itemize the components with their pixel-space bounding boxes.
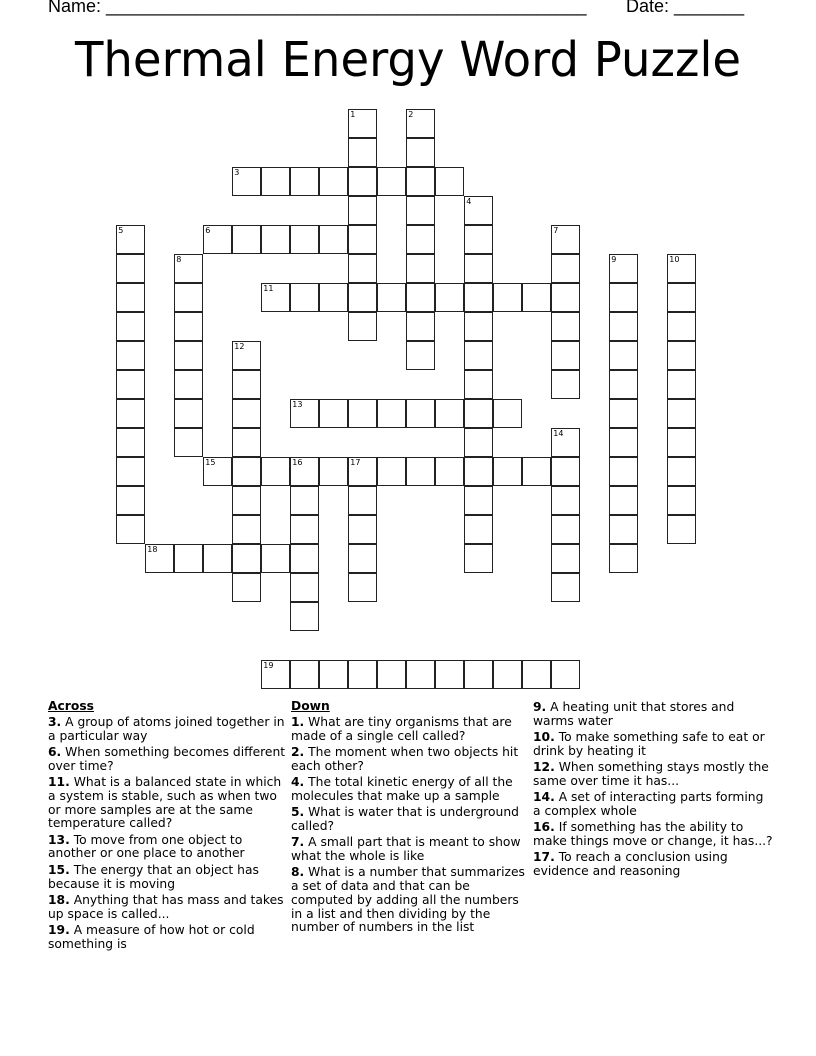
grid-cell[interactable] — [435, 457, 464, 486]
down-clue-list-continued — [533, 701, 773, 879]
clue-number: 16 — [292, 458, 303, 468]
clue-number-label: 10. — [533, 730, 555, 745]
grid-cell[interactable] — [377, 457, 406, 486]
grid-cell[interactable] — [174, 399, 203, 428]
grid-cell[interactable] — [377, 399, 406, 428]
grid-cell[interactable] — [551, 544, 580, 573]
clue-item — [291, 836, 531, 864]
grid-cell[interactable] — [551, 428, 580, 457]
grid-cell[interactable] — [174, 254, 203, 283]
grid-cell[interactable] — [348, 399, 377, 428]
grid-cell[interactable] — [261, 167, 290, 196]
grid-cell[interactable] — [348, 254, 377, 283]
grid-cell[interactable] — [290, 515, 319, 544]
clue-item — [291, 746, 531, 774]
grid-cell[interactable] — [116, 225, 145, 254]
grid-cell[interactable] — [348, 486, 377, 515]
clue-item — [48, 834, 288, 862]
clue-item — [291, 776, 531, 804]
grid-cell[interactable] — [174, 544, 203, 573]
clue-item — [291, 716, 531, 744]
grid-cell[interactable] — [406, 138, 435, 167]
grid-cell[interactable] — [290, 573, 319, 602]
grid-cell[interactable] — [609, 399, 638, 428]
grid-cell[interactable] — [116, 312, 145, 341]
grid-cell[interactable] — [609, 341, 638, 370]
clue-item — [48, 894, 288, 922]
grid-cell[interactable] — [609, 254, 638, 283]
grid-cell[interactable] — [551, 254, 580, 283]
grid-cell[interactable] — [667, 399, 696, 428]
grid-cell[interactable] — [116, 399, 145, 428]
grid-cell[interactable] — [116, 486, 145, 515]
grid-cell[interactable] — [290, 399, 319, 428]
grid-cell[interactable] — [203, 225, 232, 254]
grid-cell[interactable] — [464, 370, 493, 399]
clue-number: 2 — [408, 110, 414, 120]
clue-number: 9 — [611, 255, 617, 265]
clue-number-label: 11. — [48, 774, 70, 789]
grid-cell[interactable] — [116, 370, 145, 399]
down-heading: Down — [291, 699, 330, 713]
grid-cell[interactable] — [667, 312, 696, 341]
clue-text: A set of interacting parts forming a complex whole — [533, 790, 764, 819]
grid-cell[interactable] — [551, 283, 580, 312]
grid-cell[interactable] — [290, 283, 319, 312]
across-clue-list — [48, 716, 288, 952]
grid-cell[interactable] — [406, 196, 435, 225]
clue-item — [48, 716, 288, 744]
grid-cell[interactable] — [609, 312, 638, 341]
grid-cell[interactable] — [116, 428, 145, 457]
clue-number-label: 3. — [48, 714, 62, 729]
grid-cell[interactable] — [290, 486, 319, 515]
clue-number-label: 2. — [291, 744, 305, 759]
grid-cell[interactable] — [290, 602, 319, 631]
clue-number-label: 15. — [48, 862, 70, 877]
clue-number-label: 14. — [533, 790, 555, 805]
clue-text: What is a number that summarizes a set of data and that can be computed by adding all the numbers in a list and then dividing by the number of numbers in the list — [291, 865, 525, 935]
clue-text: A heating unit that stores and warms water — [533, 700, 735, 728]
grid-cell[interactable] — [319, 283, 348, 312]
grid-cell[interactable] — [522, 283, 551, 312]
grid-cell[interactable] — [348, 196, 377, 225]
grid-cell[interactable] — [116, 341, 145, 370]
clue-number: 13 — [292, 400, 303, 410]
grid-cell[interactable] — [667, 341, 696, 370]
grid-cell[interactable] — [348, 167, 377, 196]
clue-number-label: 17. — [533, 850, 555, 865]
grid-cell[interactable] — [609, 486, 638, 515]
grid-cell[interactable] — [203, 457, 232, 486]
clue-number: 12 — [234, 342, 245, 352]
grid-cell[interactable] — [261, 225, 290, 254]
clue-text: The total kinetic energy of all the molecules that make up a sample — [291, 774, 513, 803]
grid-cell[interactable] — [319, 225, 348, 254]
grid-cell[interactable] — [348, 544, 377, 573]
grid-cell[interactable] — [116, 515, 145, 544]
grid-cell[interactable] — [348, 109, 377, 138]
grid-cell[interactable] — [464, 341, 493, 370]
grid-cell[interactable] — [609, 544, 638, 573]
clue-text: What is water that is underground called? — [291, 805, 519, 833]
grid-cell[interactable] — [464, 225, 493, 254]
clue-number: 14 — [553, 429, 564, 439]
grid-cell[interactable] — [261, 457, 290, 486]
grid-cell[interactable] — [290, 167, 319, 196]
grid-cell[interactable] — [290, 457, 319, 486]
across-heading: Across — [48, 699, 94, 713]
clue-number-label: 7. — [291, 835, 305, 850]
clue-item — [533, 731, 773, 759]
clue-number: 3 — [234, 168, 240, 178]
grid-cell[interactable] — [232, 428, 261, 457]
clue-text: Anything that has mass and takes up space is called... — [48, 892, 284, 921]
grid-cell[interactable] — [609, 370, 638, 399]
clue-item — [291, 806, 531, 834]
grid-cell[interactable] — [116, 254, 145, 283]
clue-text: If something has the ability to make things move or change, it has...? — [533, 820, 773, 849]
grid-cell[interactable] — [203, 544, 232, 573]
grid-cell[interactable] — [464, 486, 493, 515]
grid-cell[interactable] — [406, 312, 435, 341]
grid-cell[interactable] — [232, 486, 261, 515]
grid-cell[interactable] — [493, 283, 522, 312]
grid-cell[interactable] — [522, 457, 551, 486]
grid-cell[interactable] — [522, 660, 551, 689]
page-title: Thermal Energy Word Puzzle — [74, 32, 742, 88]
clue-number: 18 — [147, 545, 158, 555]
grid-cell[interactable] — [406, 399, 435, 428]
grid-cell[interactable] — [290, 544, 319, 573]
grid-cell[interactable] — [667, 457, 696, 486]
date-field[interactable]: Date: _______ — [626, 0, 745, 16]
grid-cell[interactable] — [551, 486, 580, 515]
clue-number-label: 5. — [291, 805, 305, 820]
grid-cell[interactable] — [464, 196, 493, 225]
clue-number: 11 — [263, 284, 274, 294]
grid-cell[interactable] — [667, 515, 696, 544]
grid-cell[interactable] — [174, 283, 203, 312]
clue-number: 17 — [350, 458, 361, 468]
clue-text: The energy that an object has because it is moving — [48, 862, 259, 891]
grid-cell[interactable] — [435, 283, 464, 312]
grid-cell[interactable] — [464, 660, 493, 689]
clue-number-label: 1. — [291, 714, 305, 729]
grid-cell[interactable] — [319, 660, 348, 689]
grid-cell[interactable] — [406, 225, 435, 254]
grid-cell[interactable] — [464, 428, 493, 457]
grid-cell[interactable] — [551, 660, 580, 689]
clue-number: 5 — [118, 226, 124, 236]
clue-text: When something becomes different over time? — [48, 744, 286, 773]
clue-text: When something stays mostly the same over time it has... — [533, 760, 769, 788]
grid-cell[interactable] — [551, 225, 580, 254]
clue-text: To make something safe to eat or drink by heating it — [533, 730, 765, 758]
clue-item — [48, 924, 288, 952]
clue-item — [533, 821, 773, 849]
grid-cell[interactable] — [261, 544, 290, 573]
clue-number: 6 — [205, 226, 211, 236]
clue-text: A measure of how hot or cold something is — [48, 922, 255, 951]
across-clues — [48, 700, 288, 954]
grid-cell[interactable] — [232, 225, 261, 254]
grid-cell[interactable] — [174, 370, 203, 399]
grid-cell[interactable] — [667, 486, 696, 515]
grid-cell[interactable] — [319, 167, 348, 196]
clue-number: 10 — [669, 255, 680, 265]
grid-cell[interactable] — [435, 399, 464, 428]
grid-cell[interactable] — [348, 225, 377, 254]
grid-cell[interactable] — [348, 660, 377, 689]
grid-cell[interactable] — [319, 399, 348, 428]
clue-text: What is a balanced state in which a system is stable, such as when two or more samples are at the same temperature called? — [48, 774, 282, 831]
clue-text: To reach a conclusion using evidence and reasoning — [533, 850, 728, 879]
grid-cell[interactable] — [609, 283, 638, 312]
grid-cell[interactable] — [464, 283, 493, 312]
grid-cell[interactable] — [406, 167, 435, 196]
grid-cell[interactable] — [319, 457, 348, 486]
grid-cell[interactable] — [406, 283, 435, 312]
down-clue-list — [291, 716, 531, 935]
grid-cell[interactable] — [406, 457, 435, 486]
clue-number: 1 — [350, 110, 356, 120]
grid-cell[interactable] — [116, 457, 145, 486]
grid-cell[interactable] — [493, 399, 522, 428]
clue-number-label: 4. — [291, 774, 305, 789]
clue-number: 4 — [466, 197, 472, 207]
grid-cell[interactable] — [377, 283, 406, 312]
grid-cell[interactable] — [348, 138, 377, 167]
grid-cell[interactable] — [145, 544, 174, 573]
grid-cell[interactable] — [464, 457, 493, 486]
grid-cell[interactable] — [232, 515, 261, 544]
grid-cell[interactable] — [348, 515, 377, 544]
grid-cell[interactable] — [435, 167, 464, 196]
down-clues-continued — [533, 700, 773, 882]
clue-number: 15 — [205, 458, 216, 468]
grid-cell[interactable] — [232, 399, 261, 428]
grid-cell[interactable] — [551, 312, 580, 341]
grid-cell[interactable] — [406, 660, 435, 689]
grid-cell[interactable] — [609, 515, 638, 544]
clue-number-label: 9. — [533, 700, 547, 714]
grid-cell[interactable] — [667, 254, 696, 283]
grid-cell[interactable] — [551, 370, 580, 399]
grid-cell[interactable] — [232, 167, 261, 196]
clue-number-label: 16. — [533, 820, 555, 835]
name-field[interactable]: Name: ________________________________________________ — [48, 0, 587, 16]
grid-cell[interactable] — [232, 457, 261, 486]
clue-number-label: 12. — [533, 760, 555, 775]
clue-text: A small part that is meant to show what the whole is like — [291, 835, 521, 863]
grid-cell[interactable] — [261, 660, 290, 689]
grid-cell[interactable] — [464, 312, 493, 341]
grid-cell[interactable] — [232, 341, 261, 370]
grid-cell[interactable] — [464, 399, 493, 428]
grid-cell[interactable] — [348, 573, 377, 602]
grid-cell[interactable] — [290, 660, 319, 689]
grid-cell[interactable] — [232, 573, 261, 602]
down-clues — [291, 700, 531, 938]
clue-text: What are tiny organisms that are made of a single cell called? — [291, 714, 512, 743]
grid-cell[interactable] — [493, 660, 522, 689]
grid-cell[interactable] — [667, 370, 696, 399]
clue-item — [48, 746, 288, 774]
grid-cell[interactable] — [406, 254, 435, 283]
grid-cell[interactable] — [261, 283, 290, 312]
grid-cell[interactable] — [232, 370, 261, 399]
clue-number-label: 19. — [48, 922, 70, 937]
grid-cell[interactable] — [551, 515, 580, 544]
grid-cell[interactable] — [232, 544, 261, 573]
clue-item — [533, 851, 773, 879]
grid-cell[interactable] — [174, 341, 203, 370]
grid-cell[interactable] — [493, 457, 522, 486]
clue-number: 7 — [553, 226, 559, 236]
clue-text: A group of atoms joined together in a particular way — [48, 714, 285, 743]
grid-cell[interactable] — [551, 341, 580, 370]
clue-number: 19 — [263, 661, 274, 671]
grid-cell[interactable] — [667, 283, 696, 312]
clue-item — [533, 791, 773, 819]
grid-cell[interactable] — [116, 283, 145, 312]
grid-cell[interactable] — [377, 660, 406, 689]
clue-item — [533, 701, 773, 729]
clue-number: 8 — [176, 255, 182, 265]
clue-item — [48, 864, 288, 892]
clue-number-label: 6. — [48, 744, 62, 759]
clue-item — [533, 761, 773, 789]
grid-cell[interactable] — [348, 283, 377, 312]
grid-cell[interactable] — [551, 573, 580, 602]
grid-cell[interactable] — [464, 544, 493, 573]
clue-text: To move from one object to another or one place to another — [48, 832, 245, 861]
grid-cell[interactable] — [609, 428, 638, 457]
grid-cell[interactable] — [406, 109, 435, 138]
grid-cell[interactable] — [609, 457, 638, 486]
clue-number-label: 18. — [48, 892, 70, 907]
grid-cell[interactable] — [377, 167, 406, 196]
grid-cell[interactable] — [464, 515, 493, 544]
grid-cell[interactable] — [174, 312, 203, 341]
grid-cell[interactable] — [290, 225, 319, 254]
grid-cell[interactable] — [348, 312, 377, 341]
clue-number-label: 13. — [48, 832, 70, 847]
grid-cell[interactable] — [406, 341, 435, 370]
grid-cell[interactable] — [551, 457, 580, 486]
grid-cell[interactable] — [464, 254, 493, 283]
clue-item — [291, 866, 531, 935]
grid-cell[interactable] — [435, 660, 464, 689]
grid-cell[interactable] — [174, 428, 203, 457]
clue-text: The moment when two objects hit each other? — [291, 744, 519, 773]
grid-cell[interactable] — [667, 428, 696, 457]
clue-item — [48, 776, 288, 831]
grid-cell[interactable] — [348, 457, 377, 486]
clue-number-label: 8. — [291, 865, 305, 880]
